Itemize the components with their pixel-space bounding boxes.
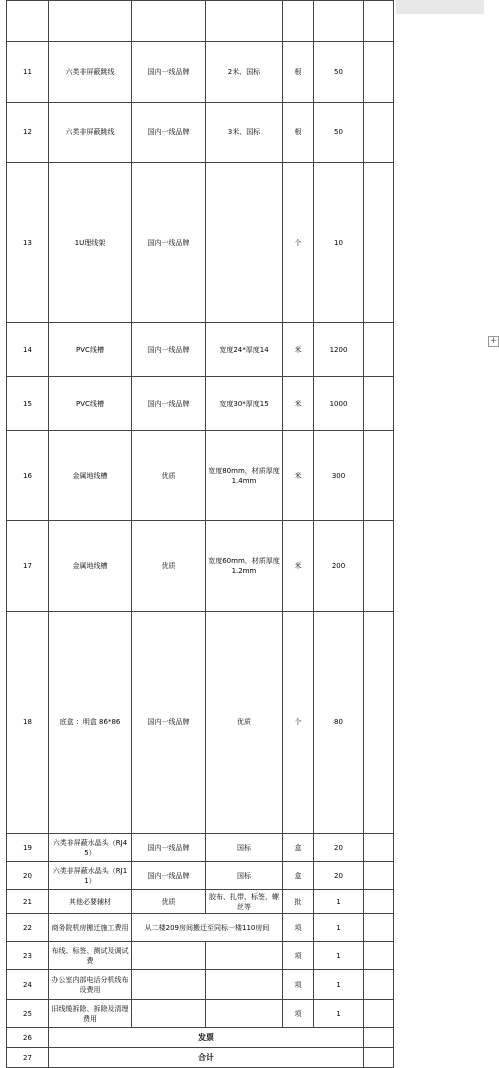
unit: 米 <box>283 431 314 521</box>
price-cell <box>364 163 394 323</box>
table-row <box>7 42 485 103</box>
row-number: 26 <box>7 1028 49 1048</box>
table-row <box>7 377 485 431</box>
item-name: 办公室内部电话分机线布设费用 <box>49 970 132 1000</box>
price-cell <box>364 431 394 521</box>
unit: 项 <box>283 914 314 942</box>
quotation-table <box>6 0 485 1068</box>
spec: 国标 <box>206 834 283 862</box>
brand: 国内一线品牌 <box>132 611 206 833</box>
row-number: 27 <box>7 1048 49 1068</box>
price-cell <box>364 942 394 970</box>
price-cell <box>364 970 394 1000</box>
brand: 优质 <box>132 431 206 521</box>
row-number: 14 <box>7 323 49 377</box>
spec <box>206 942 283 970</box>
spec <box>206 970 283 1000</box>
item-name: 金属地线槽 <box>49 521 132 611</box>
quantity: 1 <box>314 890 364 914</box>
price-cell <box>364 521 394 611</box>
unit: 个 <box>283 163 314 323</box>
item-name: 底盒 ：明盒 86*86 <box>49 611 132 833</box>
price-cell <box>364 1000 394 1028</box>
total-label: 合计 <box>49 1048 364 1068</box>
row-number: 16 <box>7 431 49 521</box>
table-body <box>7 1 485 1068</box>
row-number: 15 <box>7 377 49 431</box>
quantity: 1 <box>314 970 364 1000</box>
quantity: 1200 <box>314 323 364 377</box>
unit: 米 <box>283 377 314 431</box>
brand: 国内一线品牌 <box>132 834 206 862</box>
table-row <box>7 323 485 377</box>
table-row <box>7 1028 485 1048</box>
unit: 批 <box>283 890 314 914</box>
invoice-label: 发票 <box>49 1028 364 1048</box>
table-row <box>7 431 485 521</box>
unit: 盒 <box>283 834 314 862</box>
quantity: 1 <box>314 914 364 942</box>
item-name: 旧线缆拆除、拆除及清理费用 <box>49 1000 132 1028</box>
item-name: 六类非屏蔽水晶头（RJ45） <box>49 834 132 862</box>
spec: 宽度30*厚度15 <box>206 377 283 431</box>
quantity: 50 <box>314 102 364 163</box>
unit: 项 <box>283 1000 314 1028</box>
brand: 优质 <box>132 521 206 611</box>
item-name: 金属地线槽 <box>49 431 132 521</box>
row-number: 24 <box>7 970 49 1000</box>
item-name: 布线、标签、测试及调试费 <box>49 942 132 970</box>
price-cell <box>364 914 394 942</box>
quantity: 300 <box>314 431 364 521</box>
unit: 米 <box>283 323 314 377</box>
quantity: 1000 <box>314 377 364 431</box>
spec <box>206 1000 283 1028</box>
row-number: 13 <box>7 163 49 323</box>
table-row <box>7 1048 485 1068</box>
table-row <box>7 521 485 611</box>
price-cell <box>364 377 394 431</box>
quantity: 20 <box>314 834 364 862</box>
table-row <box>7 163 485 323</box>
item-name: PVC线槽 <box>49 323 132 377</box>
item-name: 1U理线架 <box>49 163 132 323</box>
item-name: 商务院机房搬迁施工费用 <box>49 914 132 942</box>
table-row <box>7 1000 485 1028</box>
row-number: 23 <box>7 942 49 970</box>
spec: 2米、国标 <box>206 42 283 103</box>
spec: 胶布、扎带、标签、螺丝等 <box>206 890 283 914</box>
brand: 国内一线品牌 <box>132 102 206 163</box>
price-cell <box>364 1048 394 1068</box>
row-number: 22 <box>7 914 49 942</box>
table-row <box>7 970 485 1000</box>
table-row <box>7 862 485 890</box>
spec: 国标 <box>206 862 283 890</box>
brand: 国内一线品牌 <box>132 862 206 890</box>
row-number: 18 <box>7 611 49 833</box>
unit: 根 <box>283 42 314 103</box>
unit: 项 <box>283 970 314 1000</box>
spec: 优质 <box>206 611 283 833</box>
brand: 国内一线品牌 <box>132 42 206 103</box>
unit: 个 <box>283 611 314 833</box>
price-cell <box>364 42 394 103</box>
price-cell <box>364 862 394 890</box>
item-name: PVC线槽 <box>49 377 132 431</box>
relocation-description: 从二楼209房间搬迁至同标一楼110房间 <box>132 914 283 942</box>
brand <box>132 970 206 1000</box>
row-number: 21 <box>7 890 49 914</box>
row-number: 12 <box>7 102 49 163</box>
row-number: 25 <box>7 1000 49 1028</box>
row-number: 17 <box>7 521 49 611</box>
brand: 国内一线品牌 <box>132 323 206 377</box>
spec: 宽度24*厚度14 <box>206 323 283 377</box>
spec: 宽度80mm，材质厚度1.4mm <box>206 431 283 521</box>
quantity: 1 <box>314 1000 364 1028</box>
row-number: 19 <box>7 834 49 862</box>
unit: 项 <box>283 942 314 970</box>
row-number: 11 <box>7 42 49 103</box>
item-name: 六类非屏蔽跳线 <box>49 42 132 103</box>
brand: 优质 <box>132 890 206 914</box>
table-row <box>7 102 485 163</box>
brand: 国内一线品牌 <box>132 163 206 323</box>
brand <box>132 942 206 970</box>
table-row <box>7 834 485 862</box>
price-cell <box>364 890 394 914</box>
item-name: 其他必要辅材 <box>49 890 132 914</box>
price-cell <box>364 102 394 163</box>
price-cell <box>364 1028 394 1048</box>
table-row <box>7 1 485 42</box>
quantity: 50 <box>314 42 364 103</box>
price-cell <box>364 611 394 833</box>
table-row <box>7 942 485 970</box>
spec: 宽度60mm，材质厚度1.2mm <box>206 521 283 611</box>
spec <box>206 163 283 323</box>
expand-toggle-icon[interactable]: + <box>489 336 498 346</box>
quantity: 200 <box>314 521 364 611</box>
unit: 根 <box>283 102 314 163</box>
row-number: 20 <box>7 862 49 890</box>
spec: 3米、国标 <box>206 102 283 163</box>
item-name: 六类非屏蔽水晶头（RJ11） <box>49 862 132 890</box>
unit: 盒 <box>283 862 314 890</box>
unit: 米 <box>283 521 314 611</box>
table-row <box>7 890 485 914</box>
table-row <box>7 914 485 942</box>
price-cell <box>364 834 394 862</box>
brand: 国内一线品牌 <box>132 377 206 431</box>
quantity: 80 <box>314 611 364 833</box>
quantity: 20 <box>314 862 364 890</box>
item-name: 六类非屏蔽跳线 <box>49 102 132 163</box>
quantity: 1 <box>314 942 364 970</box>
quantity: 10 <box>314 163 364 323</box>
price-cell <box>364 323 394 377</box>
brand <box>132 1000 206 1028</box>
table-row <box>7 611 485 833</box>
